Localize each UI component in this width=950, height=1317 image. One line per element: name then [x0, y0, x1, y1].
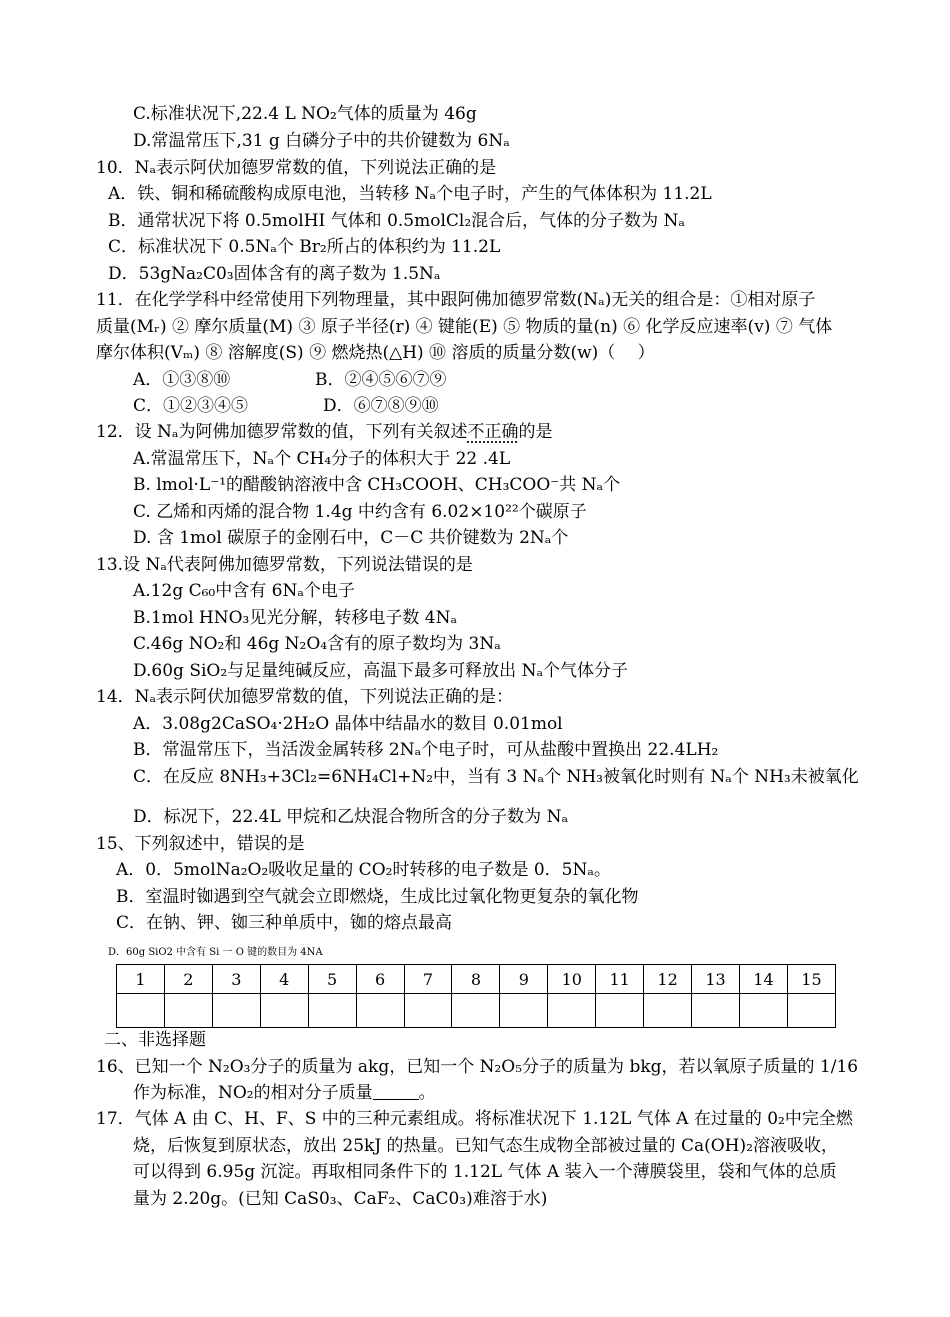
answer-number-cell: 3 [212, 965, 260, 994]
q15-option-c: C．在钠、钾、铷三种单质中，铷的熔点最高 [116, 913, 453, 933]
q14-option-b: B．常温常压下，当活泼金属转移 2Nₐ个电子时，可从盐酸中置换出 22.4LH₂ [133, 740, 719, 760]
q16-line-2-end: 。 [418, 1083, 436, 1103]
answer-blank-cell[interactable] [500, 994, 548, 1028]
answer-blank-cell[interactable] [212, 994, 260, 1028]
q11-line-1: 11．在化学学科中经常使用下列物理量，其中跟阿佛加德罗常数(Nₐ)无关的组合是：①相对原子 [96, 290, 816, 310]
answer-number-cell: 12 [644, 965, 692, 994]
q16-line-2 [133, 1082, 436, 1104]
answer-blank-cell[interactable] [548, 994, 596, 1028]
q16-answer-blank[interactable] [373, 1083, 419, 1100]
q9-option-c: C.标准状况下,22.4 L NO₂气体的质量为 46g [133, 104, 477, 124]
q15-option-a: A．0．5molNa₂O₂吸收足量的 CO₂时转移的电子数是 0．5Nₐ。 [116, 860, 611, 880]
q9-option-d: D.常温常压下,31 g 白磷分子中的共价键数为 6Nₐ [133, 131, 510, 151]
q13-option-c: C.46g NO₂和 46g N₂O₄含有的原子数均为 3Nₐ [133, 634, 501, 654]
answer-blank-cell[interactable] [308, 994, 356, 1028]
answer-blank-cell[interactable] [692, 994, 740, 1028]
answer-blank-cell[interactable] [739, 994, 787, 1028]
answer-number-cell: 10 [548, 965, 596, 994]
q10-option-b: B．通常状况下将 0.5molHI 气体和 0.5molCl₂混合后，气体的分子数为 Nₐ [108, 211, 685, 231]
answer-number-cell: 7 [404, 965, 452, 994]
answer-number-cell: 11 [596, 965, 644, 994]
q14-option-a: A．3.08g2CaSO₄·2H₂O 晶体中结晶水的数目 0.01mol [133, 714, 563, 734]
q13-option-a: A.12g C₆₀中含有 6Nₐ个电子 [133, 581, 355, 601]
q11-option-d: D．⑥⑦⑧⑨⑩ [323, 396, 439, 416]
q15-stem: 15、下列叙述中，错误的是 [96, 834, 305, 854]
q17-line-2: 烧，后恢复到原状态，放出 25kJ 的热量。已知气态生成物全部被过量的 Ca(OH)₂溶液吸收， [133, 1136, 838, 1156]
q11-line-2: 质量(Mᵣ) ② 摩尔质量(M) ③ 原子半径(r) ④ 键能(E) ⑤ 物质的量(n) ⑥ 化学反应速率(v) ⑦ 气体 [96, 317, 833, 337]
q12-option-b: B. lmol·L⁻¹的醋酸钠溶液中含 CH₃COOH、CH₃COO⁻共 Nₐ个 [133, 475, 621, 495]
q14-option-c: C．在反应 8NH₃+3Cl₂=6NH₄Cl+N₂中，当有 3 Nₐ个 NH₃被氧化时则有 Nₐ个 NH₃未被氧化 [133, 767, 859, 787]
answer-blank-row [117, 994, 836, 1028]
answer-number-cell: 6 [356, 965, 404, 994]
answer-blank-cell[interactable] [117, 994, 165, 1028]
q12-emphasis [467, 422, 518, 442]
answer-blank-cell[interactable] [356, 994, 404, 1028]
q16-line-2-text: 作为标准，NO₂的相对分子质量 [133, 1083, 373, 1103]
q17-line-3: 可以得到 6.95g 沉淀。再取相同条件下的 1.12L 气体 A 装入一个薄膜袋里，袋和气体的总质 [133, 1162, 837, 1182]
answer-number-cell: 9 [500, 965, 548, 994]
answer-blank-cell[interactable] [164, 994, 212, 1028]
answer-blank-cell[interactable] [452, 994, 500, 1028]
answer-blank-cell[interactable] [787, 994, 835, 1028]
q14-option-d: D．标况下，22.4L 甲烷和乙炔混合物所含的分子数为 Nₐ [133, 807, 569, 827]
q12-stem-end: 的是 [518, 422, 553, 442]
answer-number-row [117, 965, 836, 994]
answer-table [116, 964, 836, 1028]
q12-option-d: D. 含 1mol 碳原子的金刚石中，C－C 共价键数为 2Nₐ个 [133, 528, 569, 548]
q10-option-c: C．标准状况下 0.5Nₐ个 Br₂所占的体积约为 11.2L [108, 237, 501, 257]
answer-number-cell: 5 [308, 965, 356, 994]
q12-stem-text: 12．设 Nₐ为阿佛加德罗常数的值，下列有关叙述 [96, 422, 468, 442]
answer-blank-cell[interactable] [644, 994, 692, 1028]
q13-stem: 13.设 Nₐ代表阿佛加德罗常数，下列说法错误的是 [96, 555, 473, 575]
q11-option-a: A．①③⑧⑩ [133, 370, 231, 390]
q16-line-1: 16、已知一个 N₂O₃分子的质量为 akg，已知一个 N₂O₅分子的质量为 bkg，若以氧原子质量的 1/16 [96, 1057, 859, 1077]
answer-number-cell: 13 [692, 965, 740, 994]
answer-number-cell: 8 [452, 965, 500, 994]
answer-blank-cell[interactable] [596, 994, 644, 1028]
q11-option-c: C．①②③④⑤ [133, 396, 249, 416]
q12-stem [96, 421, 552, 443]
q12-option-c: C. 乙烯和丙烯的混合物 1.4g 中约含有 6.02×10²²个碳原子 [133, 502, 587, 522]
q13-option-d: D.60g SiO₂与足量纯碱反应，高温下最多可释放出 Nₐ个气体分子 [133, 661, 629, 681]
q10-option-d: D．53gNa₂C0₃固体含有的离子数为 1.5Nₐ [108, 264, 441, 284]
q14-stem: 14．Nₐ表示阿伏加德罗常数的值，下列说法正确的是： [96, 687, 514, 707]
q10-stem: 10．Nₐ表示阿伏加德罗常数的值，下列说法正确的是 [96, 158, 497, 178]
section-2-heading: 二、非选择题 [104, 1030, 206, 1050]
q15-option-b: B．室温时铷遇到空气就会立即燃烧，生成比过氧化物更复杂的氧化物 [116, 887, 639, 907]
answer-blank-cell[interactable] [260, 994, 308, 1028]
q12-emphasis-text: 不正确 [467, 422, 519, 442]
answer-number-cell: 4 [260, 965, 308, 994]
q11-option-b: B．②④⑤⑥⑦⑨ [315, 370, 447, 390]
q17-line-4: 量为 2.20g。(已知 CaS0₃、CaF₂、CaC0₃)难溶于水) [133, 1189, 548, 1209]
answer-blank-cell[interactable] [404, 994, 452, 1028]
q10-option-a: A．铁、铜和稀硫酸构成原电池，当转移 Nₐ个电子时，产生的气体体积为 11.2L [108, 184, 712, 204]
answer-number-cell: 15 [787, 965, 835, 994]
q17-line-1: 17．气体 A 由 C、H、F、S 中的三种元素组成。将标准状况下 1.12L 气体 A 在过量的 0₂中完全燃 [96, 1109, 853, 1129]
q15-option-d: D．60g SiO2 中含有 Si 一 O 键的数目为 4NA [108, 947, 323, 958]
q12-option-a: A.常温常压下，Nₐ个 CH₄分子的体积大于 22 .4L [133, 449, 511, 469]
answer-number-cell: 2 [164, 965, 212, 994]
q11-line-3: 摩尔体积(Vₘ) ⑧ 溶解度(S) ⑨ 燃烧热(△H) ⑩ 溶质的质量分数(w)（ ） [96, 343, 655, 363]
q13-option-b: B.1mol HNO₃见光分解，转移电子数 4Nₐ [133, 608, 458, 628]
answer-number-cell: 14 [739, 965, 787, 994]
answer-number-cell: 1 [117, 965, 165, 994]
